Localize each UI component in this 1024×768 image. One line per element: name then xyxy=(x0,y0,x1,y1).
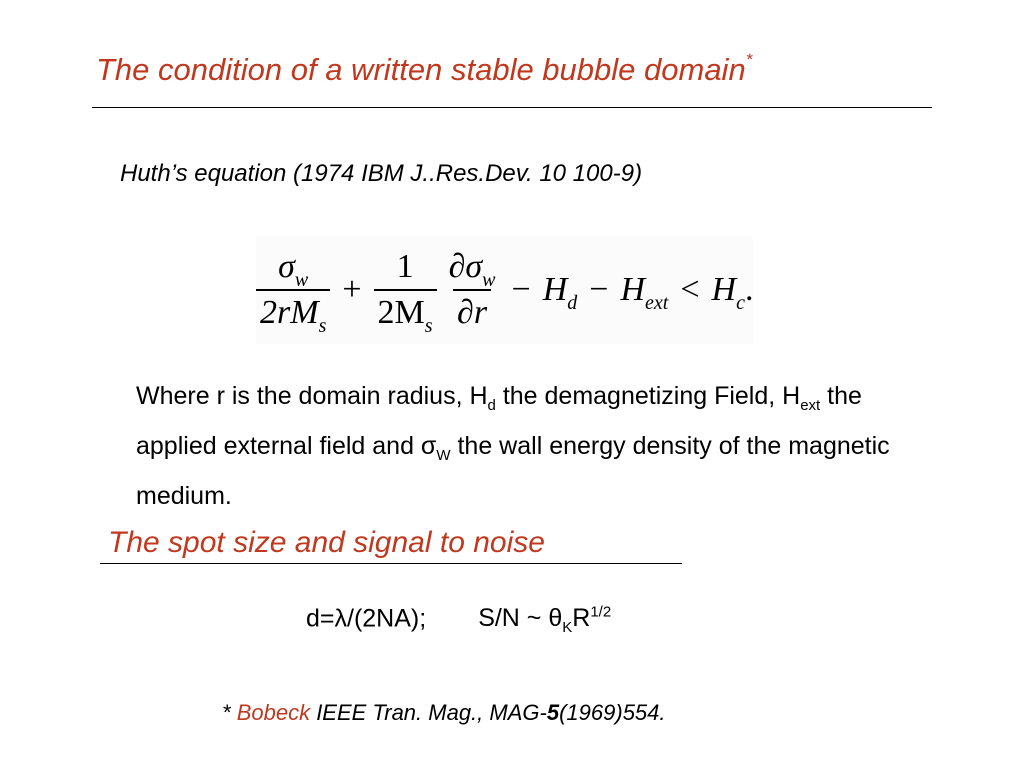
plus-sign: + xyxy=(342,271,362,308)
fraction-coefficient xyxy=(374,248,437,337)
section-heading: The spot size and signal to noise xyxy=(108,526,545,559)
fraction-denominator: $2M_s$ xyxy=(374,289,437,332)
footnote-reference: * Bobeck IEEE Tran. Mag., MAG-5(1969)554. xyxy=(222,700,666,725)
fraction-denominator: ∂r xyxy=(453,289,491,332)
less-than-sign: < xyxy=(680,271,700,308)
slide-title xyxy=(96,49,753,88)
spot-size-formula xyxy=(306,604,611,636)
fraction-partial-derivative xyxy=(445,248,500,332)
fraction-numerator: $\partial\sigma_w$ xyxy=(448,248,496,291)
minus-sign: − xyxy=(589,271,609,308)
section-heading-underline xyxy=(100,563,682,564)
fraction-wall-energy-term xyxy=(256,248,330,337)
fraction-numerator: $\sigma_w$ xyxy=(278,248,309,291)
minus-sign: − xyxy=(511,271,531,308)
spot-size-expression: d=λ/(2NA); xyxy=(306,604,427,633)
slide-title-footnote-marker: * xyxy=(745,49,753,69)
demagnetizing-field-symbol: $H_d$ xyxy=(542,271,578,314)
fraction-denominator: $2rM_s$ xyxy=(256,289,330,332)
equation-source-caption: Huth’s equation (1974 IBM J..Res.Dev. 10 100-9) xyxy=(120,160,643,187)
coercive-field-symbol: $H_c$. xyxy=(711,271,754,314)
title-underline xyxy=(92,107,932,108)
slide-title-text: The condition of a written stable bubble domain xyxy=(96,52,746,87)
huth-equation xyxy=(256,236,753,344)
equation-explanation: Where r is the domain radius, $H_d$ the demagnetizing Field, $H_{ext}$ the applied external field and $\sigma_W$ the wall energy density of the magnetic medium. xyxy=(136,382,890,510)
signal-to-noise-expression: S/N ~ $\theta_KR^{1/2}$ xyxy=(478,604,612,637)
external-field-symbol: $H_{ext}$ xyxy=(620,271,669,314)
reference-author: Bobeck xyxy=(236,700,311,725)
fraction-numerator: 1 xyxy=(396,248,414,285)
